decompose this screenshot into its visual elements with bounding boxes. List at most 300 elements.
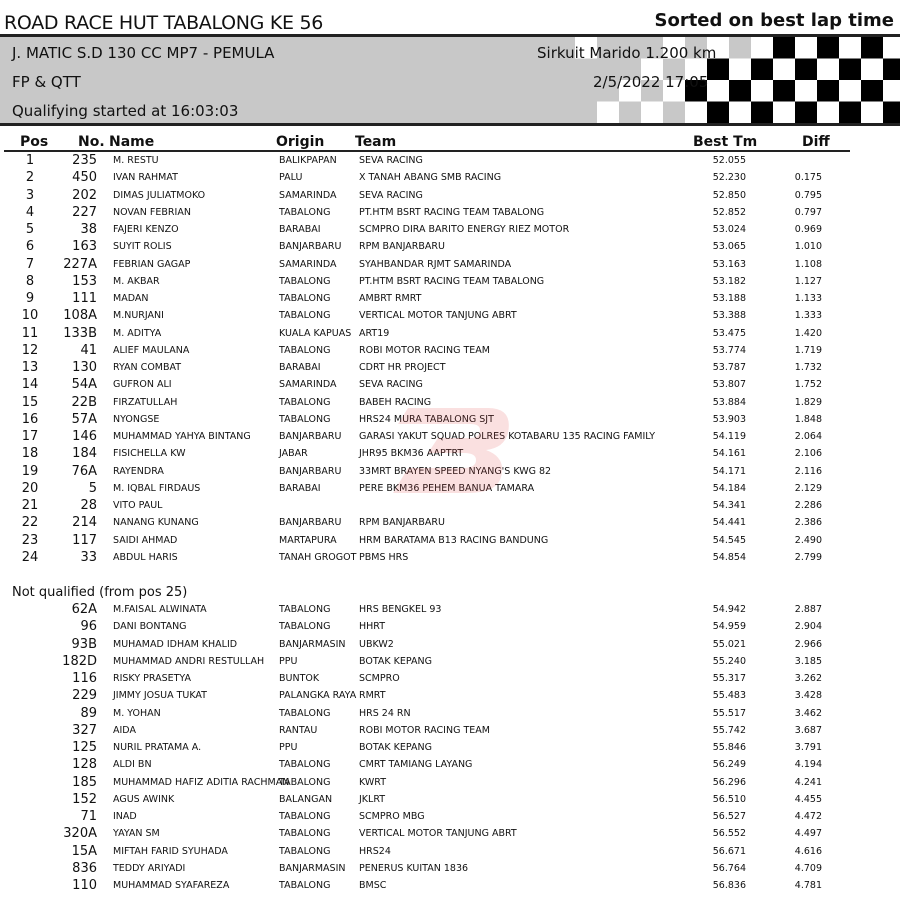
diff-cell: 4.781 (794, 880, 822, 891)
number-cell: 62A (71, 602, 97, 617)
best-time-cell: 53.807 (712, 379, 746, 391)
flag-cell (795, 80, 817, 102)
number-cell: 108A (63, 308, 97, 324)
position-cell: 23 (21, 532, 39, 548)
table-row (0, 844, 900, 861)
origin-cell: BALIKPAPAN (279, 155, 337, 166)
flag-cell (817, 59, 839, 81)
diff-cell: 1.333 (794, 310, 822, 322)
flag-cell (707, 102, 729, 124)
name-cell: M. ADITYA (113, 327, 162, 339)
table-row (0, 343, 900, 360)
diff-cell: 0.797 (794, 206, 822, 218)
number-cell: 450 (72, 170, 97, 186)
name-cell: JIMMY JOSUA TUKAT (113, 690, 207, 702)
position-cell: 14 (21, 377, 39, 393)
team-cell: JHR95 BKM36 AAPTRT (359, 448, 464, 460)
diff-cell: 1.719 (794, 344, 822, 356)
table-row (0, 878, 900, 895)
number-cell: 5 (88, 480, 97, 496)
number-cell: 38 (80, 222, 97, 237)
team-cell: SEVA RACING (359, 379, 423, 391)
col-best-time: Best Tm (693, 134, 758, 150)
best-time-cell: 54.441 (712, 517, 746, 529)
position-cell: 18 (21, 446, 39, 462)
origin-cell: BANJARMASIN (279, 862, 346, 874)
session-type: FP & QTT (12, 73, 81, 91)
diff-cell: 2.286 (794, 500, 822, 511)
name-cell: RISKY PRASETYA (113, 673, 191, 684)
team-cell: 33MRT BRAYEN SPEED NYANG'S KWG 82 (359, 465, 552, 477)
best-time-cell: 53.182 (712, 275, 746, 287)
origin-cell: SAMARINDA (279, 189, 337, 201)
origin-cell: SAMARINDA (279, 258, 337, 270)
table-row (0, 706, 900, 723)
name-cell: M.NURJANI (113, 310, 164, 322)
team-cell: PBMS HRS (359, 551, 409, 563)
qualifying-start: Qualifying started at 16:03:03 (12, 102, 239, 120)
flag-cell (883, 80, 900, 102)
position-cell: 13 (21, 360, 39, 375)
flag-cell (861, 102, 883, 124)
origin-cell: TANAH GROGOT (279, 551, 357, 563)
team-cell: ROBI MOTOR RACING TEAM (359, 344, 490, 356)
team-cell: SCMPRO MBG (359, 811, 425, 822)
origin-cell: KUALA KAPUAS (279, 327, 352, 339)
flag-cell (839, 37, 861, 59)
table-row (0, 602, 900, 619)
team-cell: HRM BARATAMA B13 RACING BANDUNG (359, 534, 549, 546)
number-cell: 182D (62, 653, 97, 669)
flag-cell (883, 37, 900, 59)
origin-cell: TABALONG (279, 206, 331, 218)
origin-cell: TABALONG (279, 621, 331, 633)
number-cell: 133B (63, 325, 97, 341)
diff-cell: 2.799 (794, 551, 822, 563)
number-cell: 41 (80, 342, 97, 358)
name-cell: AIDA (113, 724, 136, 736)
origin-cell: RANTAU (279, 724, 318, 736)
number-cell: 125 (72, 740, 97, 755)
table-row (0, 446, 900, 463)
flag-cell (751, 80, 773, 102)
table-row (0, 740, 900, 757)
best-time-cell: 52.055 (712, 155, 746, 166)
origin-cell: TABALONG (279, 604, 331, 615)
origin-cell: PALANGKA RAYA (279, 690, 357, 702)
flag-cell (663, 102, 685, 124)
origin-cell: TABALONG (279, 828, 331, 840)
diff-cell: 4.194 (794, 759, 822, 771)
number-cell: 227 (72, 204, 97, 220)
name-cell: MUHAMMAD HAFIZ ADITIA RACHMAN (113, 776, 290, 788)
name-cell: MUHAMMAD SYAFAREZA (113, 880, 230, 891)
best-time-cell: 53.388 (712, 310, 746, 322)
table-row (0, 723, 900, 740)
best-time-cell: 55.240 (712, 655, 746, 667)
name-cell: ABDUL HARIS (113, 551, 178, 563)
number-cell: 128 (72, 757, 97, 773)
flag-cell (861, 37, 883, 59)
flag-cell (795, 59, 817, 81)
best-time-cell: 53.903 (712, 413, 746, 425)
position-cell: 16 (21, 411, 39, 427)
number-cell: 214 (72, 515, 97, 531)
best-time-cell: 55.317 (712, 673, 746, 684)
name-cell: MIFTAH FARID SYUHADA (113, 845, 228, 857)
team-cell: BOTAK KEPANG (359, 742, 432, 753)
position-cell: 2 (25, 170, 35, 186)
best-time-cell: 54.545 (712, 534, 746, 546)
diff-cell: 1.127 (794, 275, 822, 287)
team-cell: HRS24 MURA TABALONG SJT (359, 413, 494, 425)
position-cell: 21 (21, 498, 39, 513)
diff-cell: 0.175 (794, 172, 822, 184)
origin-cell: TABALONG (279, 880, 331, 891)
position-cell: 15 (21, 394, 39, 410)
number-cell: 184 (72, 446, 97, 462)
flag-cell (729, 59, 751, 81)
number-cell: 57A (71, 411, 97, 427)
number-cell: 96 (80, 619, 97, 635)
best-time-cell: 54.854 (712, 551, 746, 563)
flag-cell (751, 59, 773, 81)
flag-cell (861, 59, 883, 81)
position-cell: 19 (21, 463, 39, 479)
best-time-cell: 56.249 (712, 759, 746, 771)
diff-cell: 2.904 (794, 621, 822, 633)
name-cell: M. YOHAN (113, 707, 161, 719)
team-cell: X TANAH ABANG SMB RACING (359, 172, 502, 184)
best-time-cell: 54.184 (712, 482, 746, 494)
origin-cell: BARABAI (279, 362, 321, 373)
table-row (0, 826, 900, 843)
flag-cell (729, 102, 751, 124)
diff-cell: 1.848 (794, 413, 822, 425)
origin-cell: BARABAI (279, 224, 321, 235)
table-row (0, 429, 900, 446)
flag-cell (707, 80, 729, 102)
flag-cell (817, 102, 839, 124)
table-row (0, 861, 900, 878)
best-time-cell: 55.021 (712, 638, 746, 650)
table-row (0, 619, 900, 636)
column-divider (4, 150, 850, 152)
team-cell: PERE BKM36 PEHEM BANUA TAMARA (359, 482, 535, 494)
number-cell: 152 (72, 791, 97, 807)
position-cell: 1 (25, 153, 35, 168)
flag-cell (751, 37, 773, 59)
position-cell: 6 (25, 239, 35, 255)
name-cell: ALIEF MAULANA (113, 344, 190, 356)
diff-cell: 3.428 (794, 690, 822, 702)
title-bar (0, 0, 900, 36)
name-cell: MADAN (113, 293, 149, 304)
team-cell: VERTICAL MOTOR TANJUNG ABRT (359, 828, 517, 840)
diff-cell: 1.133 (794, 293, 822, 304)
col-origin: Origin (276, 134, 325, 150)
position-cell: 22 (21, 515, 39, 531)
table-row (0, 188, 900, 205)
flag-cell (883, 59, 900, 81)
origin-cell: TABALONG (279, 293, 331, 304)
diff-cell: 1.010 (794, 241, 822, 253)
team-cell: PT.HTM BSRT RACING TEAM TABALONG (359, 275, 545, 287)
team-cell: ROBI MOTOR RACING TEAM (359, 724, 490, 736)
diff-cell: 0.969 (794, 224, 822, 235)
best-time-cell: 54.119 (712, 431, 746, 442)
best-time-cell: 53.065 (712, 241, 746, 253)
position-cell: 24 (21, 549, 39, 565)
not-qualified-title: Not qualified (from pos 25) (12, 585, 188, 600)
number-cell: 117 (72, 532, 97, 548)
origin-cell: MARTAPURA (279, 534, 337, 546)
number-cell: 202 (72, 187, 97, 203)
team-cell: CDRT HR PROJECT (359, 362, 446, 373)
name-cell: RAYENDRA (113, 465, 164, 477)
origin-cell: PALU (279, 172, 303, 184)
best-time-cell: 53.188 (712, 293, 746, 304)
flag-cell (773, 59, 795, 81)
position-cell: 8 (25, 273, 35, 289)
name-cell: MUHAMMAD ANDRI RESTULLAH (113, 655, 265, 667)
best-time-cell: 56.764 (712, 862, 746, 874)
diff-cell: 2.490 (794, 534, 822, 546)
position-cell: 3 (25, 187, 35, 203)
event-title: ROAD RACE HUT TABALONG KE 56 (4, 12, 324, 34)
name-cell: RYAN COMBAT (113, 362, 182, 373)
flag-cell (795, 102, 817, 124)
origin-cell: TABALONG (279, 845, 331, 857)
class-name: J. MATIC S.D 130 CC MP7 - PEMULA (12, 44, 275, 62)
best-time-cell: 55.846 (712, 742, 746, 753)
name-cell: ALDI BN (113, 759, 152, 771)
diff-cell: 0.795 (794, 189, 822, 201)
best-time-cell: 55.483 (712, 690, 746, 702)
table-row (0, 654, 900, 671)
table-row (0, 222, 900, 239)
diff-cell: 4.472 (794, 811, 822, 822)
table-row (0, 291, 900, 308)
best-time-cell: 53.163 (712, 258, 746, 270)
flag-cell (685, 102, 707, 124)
table-row (0, 257, 900, 274)
col-team: Team (355, 134, 397, 150)
number-cell: 130 (72, 360, 97, 375)
diff-cell: 2.966 (794, 638, 822, 650)
table-row (0, 637, 900, 654)
team-cell: VERTICAL MOTOR TANJUNG ABRT (359, 310, 517, 322)
team-cell: UBKW2 (359, 638, 394, 650)
best-time-cell: 56.836 (712, 880, 746, 891)
diff-cell: 1.752 (794, 379, 822, 391)
team-cell: BMSC (359, 880, 387, 891)
team-cell: AMBRT RMRT (359, 293, 422, 304)
best-time-cell: 56.527 (712, 811, 746, 822)
flag-cell (773, 37, 795, 59)
team-cell: HRS BENGKEL 93 (359, 604, 442, 615)
table-row (0, 481, 900, 498)
best-time-cell: 54.341 (712, 500, 746, 511)
position-cell: 17 (21, 429, 39, 444)
name-cell: AGUS AWINK (113, 793, 175, 805)
flag-cell (751, 102, 773, 124)
col-diff: Diff (802, 134, 830, 150)
table-row (0, 239, 900, 256)
flag-cell (729, 80, 751, 102)
position-cell: 10 (21, 308, 39, 324)
number-cell: 93B (71, 636, 97, 652)
best-time-cell: 52.850 (712, 189, 746, 201)
best-time-cell: 53.774 (712, 344, 746, 356)
team-cell: CMRT TAMIANG LAYANG (359, 759, 473, 771)
name-cell: IVAN RAHMAT (113, 172, 178, 184)
number-cell: 229 (72, 688, 97, 704)
origin-cell: BANJARBARU (279, 517, 342, 529)
col-no: No. (78, 134, 105, 150)
name-cell: INAD (113, 811, 137, 822)
table-row (0, 550, 900, 567)
origin-cell: BANJARBARU (279, 465, 342, 477)
name-cell: M.FAISAL ALWINATA (113, 604, 207, 615)
origin-cell: TABALONG (279, 707, 331, 719)
best-time-cell: 55.517 (712, 707, 746, 719)
flag-cell (817, 80, 839, 102)
best-time-cell: 56.510 (712, 793, 746, 805)
table-row (0, 498, 900, 515)
table-row (0, 170, 900, 187)
table-row (0, 515, 900, 532)
number-cell: 110 (72, 878, 97, 893)
best-time-cell: 54.171 (712, 465, 746, 477)
table-row (0, 671, 900, 688)
col-pos: Pos (20, 134, 49, 150)
name-cell: M. AKBAR (113, 275, 160, 287)
number-cell: 76A (71, 463, 97, 479)
position-cell: 5 (25, 222, 35, 237)
team-cell: RPM BANJARBARU (359, 241, 445, 253)
diff-cell: 4.709 (794, 862, 822, 874)
flag-cell (773, 80, 795, 102)
flag-cell (817, 37, 839, 59)
team-cell: SCMPRO (359, 673, 400, 684)
number-cell: 153 (72, 273, 97, 289)
name-cell: NYONGSE (113, 413, 160, 425)
header-divider (0, 123, 900, 126)
diff-cell: 2.064 (794, 431, 822, 442)
name-cell: NURIL PRATAMA A. (113, 742, 202, 753)
number-cell: 22B (71, 394, 97, 410)
flag-cell (839, 80, 861, 102)
name-cell: M. IQBAL FIRDAUS (113, 482, 201, 494)
origin-cell: PPU (279, 655, 298, 667)
origin-cell: TABALONG (279, 759, 331, 771)
position-cell: 4 (25, 204, 35, 220)
diff-cell: 3.185 (794, 655, 822, 667)
number-cell: 327 (72, 722, 97, 738)
name-cell: FISICHELLA KW (113, 448, 186, 460)
diff-cell: 3.462 (794, 707, 822, 719)
position-cell: 9 (25, 291, 35, 306)
origin-cell: BARABAI (279, 482, 321, 494)
flag-cell (839, 59, 861, 81)
table-row (0, 533, 900, 550)
best-time-cell: 54.942 (712, 604, 746, 615)
number-cell: 71 (80, 809, 97, 824)
name-cell: GUFRON ALI (113, 379, 172, 391)
team-cell: RMRT (359, 690, 386, 702)
number-cell: 89 (80, 705, 97, 721)
table-row (0, 775, 900, 792)
origin-cell: TABALONG (279, 811, 331, 822)
table-row (0, 153, 900, 170)
table-row (0, 274, 900, 291)
table-row (0, 205, 900, 222)
best-time-cell: 56.296 (712, 776, 746, 788)
origin-cell: BUNTOK (279, 673, 320, 684)
number-cell: 836 (72, 860, 97, 876)
flag-cell (839, 102, 861, 124)
diff-cell: 2.887 (794, 604, 822, 615)
best-time-cell: 52.230 (712, 172, 746, 184)
number-cell: 320A (63, 826, 97, 842)
table-row (0, 412, 900, 429)
diff-cell: 3.791 (794, 742, 822, 753)
best-time-cell: 54.959 (712, 621, 746, 633)
best-time-cell: 52.852 (712, 206, 746, 218)
number-cell: 15A (71, 843, 97, 859)
diff-cell: 2.129 (794, 482, 822, 494)
table-row (0, 395, 900, 412)
origin-cell: TABALONG (279, 413, 331, 425)
origin-cell: JABAR (279, 448, 308, 460)
table-row (0, 308, 900, 325)
best-time-cell: 56.552 (712, 828, 746, 840)
best-time-cell: 53.024 (712, 224, 746, 235)
name-cell: M. RESTU (113, 155, 159, 166)
diff-cell: 3.262 (794, 673, 822, 684)
origin-cell: TABALONG (279, 344, 331, 356)
number-cell: 146 (72, 429, 97, 444)
session-header (0, 37, 900, 123)
team-cell: HHRT (359, 621, 385, 633)
name-cell: YAYAN SM (113, 828, 160, 840)
origin-cell: TABALONG (279, 396, 331, 408)
circuit-info: Sirkuit Marido 1.200 km (537, 44, 717, 62)
number-cell: 111 (72, 291, 97, 306)
table-row (0, 792, 900, 809)
origin-cell: BANJARBARU (279, 241, 342, 253)
number-cell: 54A (71, 377, 97, 393)
position-cell: 7 (25, 256, 35, 272)
name-cell: FEBRIAN GAGAP (113, 258, 191, 270)
name-cell: DANI BONTANG (113, 621, 187, 633)
diff-cell: 2.386 (794, 517, 822, 529)
diff-cell: 1.732 (794, 362, 822, 373)
number-cell: 185 (72, 774, 97, 790)
name-cell: MUHAMMAD YAHYA BINTANG (113, 431, 251, 442)
number-cell: 116 (72, 671, 97, 686)
flag-cell (597, 102, 619, 124)
position-cell: 20 (21, 480, 39, 496)
team-cell: GARASI YAKUT SQUAD POLRES KOTABARU 135 RACING FAMILY (359, 431, 656, 442)
diff-cell: 1.420 (794, 327, 822, 339)
name-cell: NOVAN FEBRIAN (113, 206, 191, 218)
best-time-cell: 56.671 (712, 845, 746, 857)
team-cell: SCMPRO DIRA BARITO ENERGY RIEZ MOTOR (359, 224, 570, 235)
col-name: Name (109, 134, 155, 150)
diff-cell: 1.829 (794, 396, 822, 408)
